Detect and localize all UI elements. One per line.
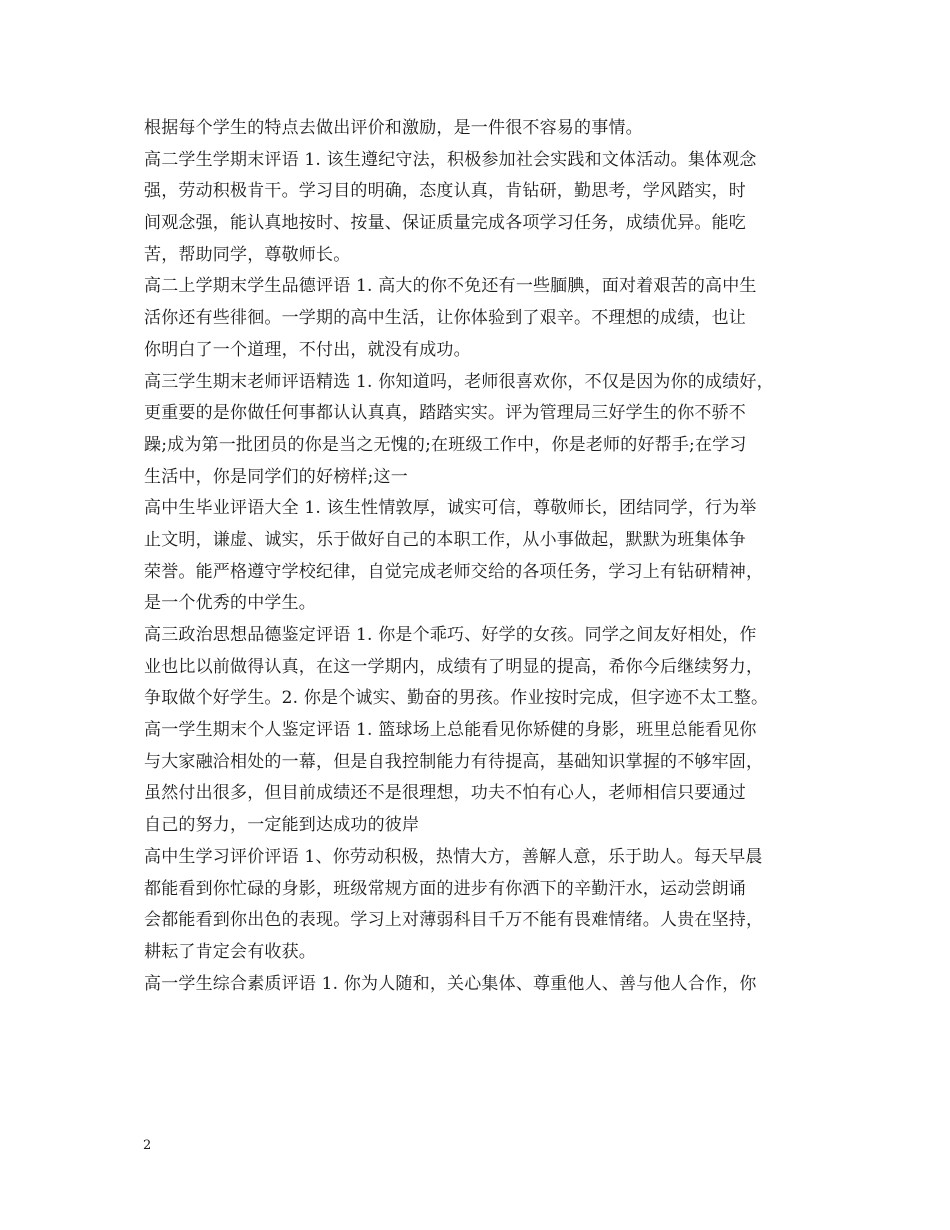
text-line: 你明白了一个道理，不付出，就没有成功。 (144, 339, 471, 360)
text-line: 自己的努力，一定能到达成功的彼岸 (144, 815, 420, 836)
text-line: 荣誉。能严格遵守学校纪律，自觉完成老师交给的各项任务，学习上有钻研精神， (144, 561, 764, 582)
text-line: 间观念强，能认真地按时、按量、保证质量完成各项学习任务，成绩优异。能吃 (144, 213, 746, 234)
text-line: 活你还有些徘徊。一学期的高中生活，让你体验到了艰辛。不理想的成绩，也让 (144, 308, 746, 329)
text-line: 强，劳动积极肯干。学习目的明确，态度认真，肯钻研，勤思考，学风踏实，时 (144, 181, 746, 202)
text-line: 会都能看到你出色的表现。学习上对薄弱科目千万不能有畏难情绪。人贵在坚持， (144, 910, 764, 931)
text-line: 高一学生期末个人鉴定评语 1. 篮球场上总能看见你矫健的身影，班里总能看见你 (144, 720, 757, 741)
text-line: 争取做个好学生。2. 你是个诚实、勤奋的男孩。作业按时完成，但字迹不太工整。 (144, 688, 769, 709)
text-line: 止文明，谦虚、诚实，乐于做好自己的本职工作，从小事做起，默默为班集体争 (144, 529, 746, 550)
text-line: 是一个优秀的中学生。 (144, 593, 316, 614)
text-line: 躁;成为第一批团员的你是当之无愧的;在班级工作中，你是老师的好帮手;在学习 (144, 434, 747, 455)
text-line: 高三学生期末老师评语精选 1. 你知道吗，老师很喜欢你，不仅是因为你的成绩好， (144, 371, 774, 392)
text-line: 高二上学期末学生品德评语 1. 高大的你不免还有一些腼腆，面对着艰苦的高中生 (144, 276, 757, 297)
text-line: 生活中，你是同学们的好榜样;这一 (144, 466, 408, 487)
text-line: 虽然付出很多，但目前成绩还不是很理想，功夫不怕有心人，老师相信只要通过 (144, 783, 746, 804)
document-body (144, 113, 808, 1000)
text-line: 高中生毕业评语大全 1. 该生性情敦厚，诚实可信，尊敬师长，团结同学，行为举 (144, 498, 757, 519)
text-line: 都能看到你忙碌的身影，班级常规方面的进步有你洒下的辛勤汗水，运动尝朗诵 (144, 878, 746, 899)
text-line: 高三政治思想品德鉴定评语 1. 你是个乖巧、好学的女孩。同学之间友好相处，作 (144, 625, 757, 645)
text-line: 业也比以前做得认真，在这一学期内，成绩有了明显的提高，希你今后继续努力， (144, 656, 764, 677)
text-line: 高一学生综合素质评语 1. 你为人随和，关心集体、尊重他人、善与他人合作，你 (144, 973, 757, 994)
text-line: 更重要的是你做任何事都认认真真，踏踏实实。评为管理局三好学生的你不骄不 (144, 403, 746, 424)
text-line: 高中生学习评价评语 1、你劳动积极，热情大方，善解人意，乐于助人。每天早晨 (144, 846, 763, 867)
page-number: 2 (143, 1138, 152, 1153)
text-line: 苦，帮助同学，尊敬师长。 (144, 244, 351, 265)
text-line: 与大家融洽相处的一幕，但是自我控制能力有待提高，基础知识掌握的不够牢固， (144, 751, 764, 772)
text-line: 高二学生学期末评语 1. 该生遵纪守法，积极参加社会实践和文体活动。集体观念 (144, 149, 757, 170)
text-line: 耕耘了肯定会有收获。 (144, 941, 316, 962)
text-line: 根据每个学生的特点去做出评价和激励，是一件很不容易的事情。 (144, 118, 643, 138)
